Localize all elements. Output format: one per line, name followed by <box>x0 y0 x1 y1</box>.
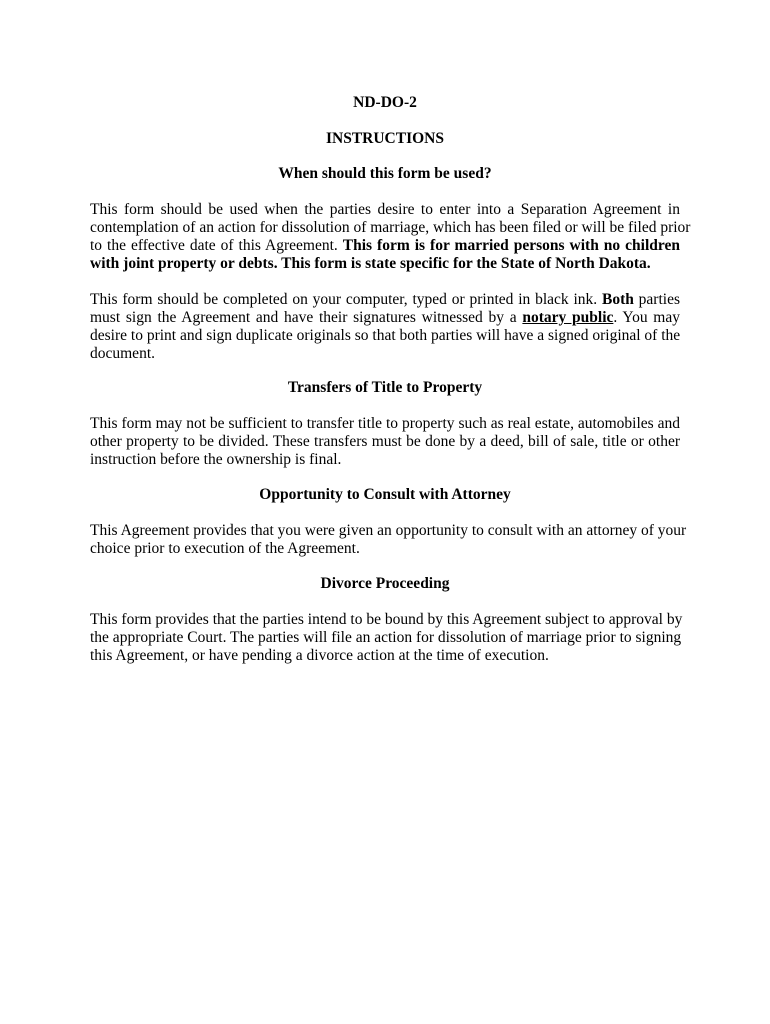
text-line: instruction before the ownership is final. <box>90 451 342 468</box>
text-line <box>90 237 680 255</box>
text-line <box>90 309 680 327</box>
text-run: must sign the Agreement and have their signatures witnessed by a <box>90 309 523 326</box>
text-run: parties <box>633 291 680 308</box>
text-line: This form provides that the parties intend to be bound by this Agreement subject to approval by <box>90 611 683 628</box>
paragraph-divorce <box>90 611 683 665</box>
form-id: ND-DO-2 <box>353 94 417 111</box>
paragraph-completion <box>90 291 680 363</box>
text-line: other property to be divided. These transfers must be done by a deed, bill of sale, title or other <box>90 433 680 450</box>
text-line: desire to print and sign duplicate originals so that both parties will have a signed original of the <box>90 327 681 344</box>
bold-text: Both <box>601 291 634 308</box>
text-line: This Agreement provides that you were given an opportunity to consult with an attorney of your <box>90 522 687 539</box>
text-run: This form should be completed on your computer, typed or printed in black ink. <box>90 291 602 308</box>
paragraph-transfers <box>90 415 680 469</box>
heading-attorney: Opportunity to Consult with Attorney <box>259 486 511 503</box>
text-line: This form may not be sufficient to transfer title to property such as real estate, automobiles and <box>90 415 680 432</box>
text-line: the appropriate Court. The parties will file an action for dissolution of marriage prior to signing <box>90 629 682 646</box>
text-line: This form should be used when the parties desire to enter into a Separation Agreement in <box>90 201 680 218</box>
notary-public-term: notary public <box>522 309 614 326</box>
text-line: document. <box>90 345 155 362</box>
page-title: INSTRUCTIONS <box>325 130 444 147</box>
text-line: contemplation of an action for dissolution of marriage, which has been filed or will be filed prior <box>90 219 691 236</box>
paragraph-when-used <box>90 201 691 273</box>
text-run: . You may <box>613 309 680 326</box>
bold-text: This form is for married persons with no children <box>342 237 680 254</box>
text-run: to the effective date of this Agreement. <box>90 237 343 254</box>
paragraph-attorney <box>90 522 687 558</box>
heading-divorce: Divorce Proceeding <box>320 575 450 592</box>
bold-text: with joint property or debts. This form is state specific for the State of North Dakota. <box>90 255 651 272</box>
text-line: this Agreement, or have pending a divorce action at the time of execution. <box>90 647 549 664</box>
text-line <box>90 291 680 309</box>
text-line: choice prior to execution of the Agreement. <box>90 540 360 557</box>
heading-transfers: Transfers of Title to Property <box>287 379 483 396</box>
heading-when: When should this form be used? <box>278 165 492 182</box>
